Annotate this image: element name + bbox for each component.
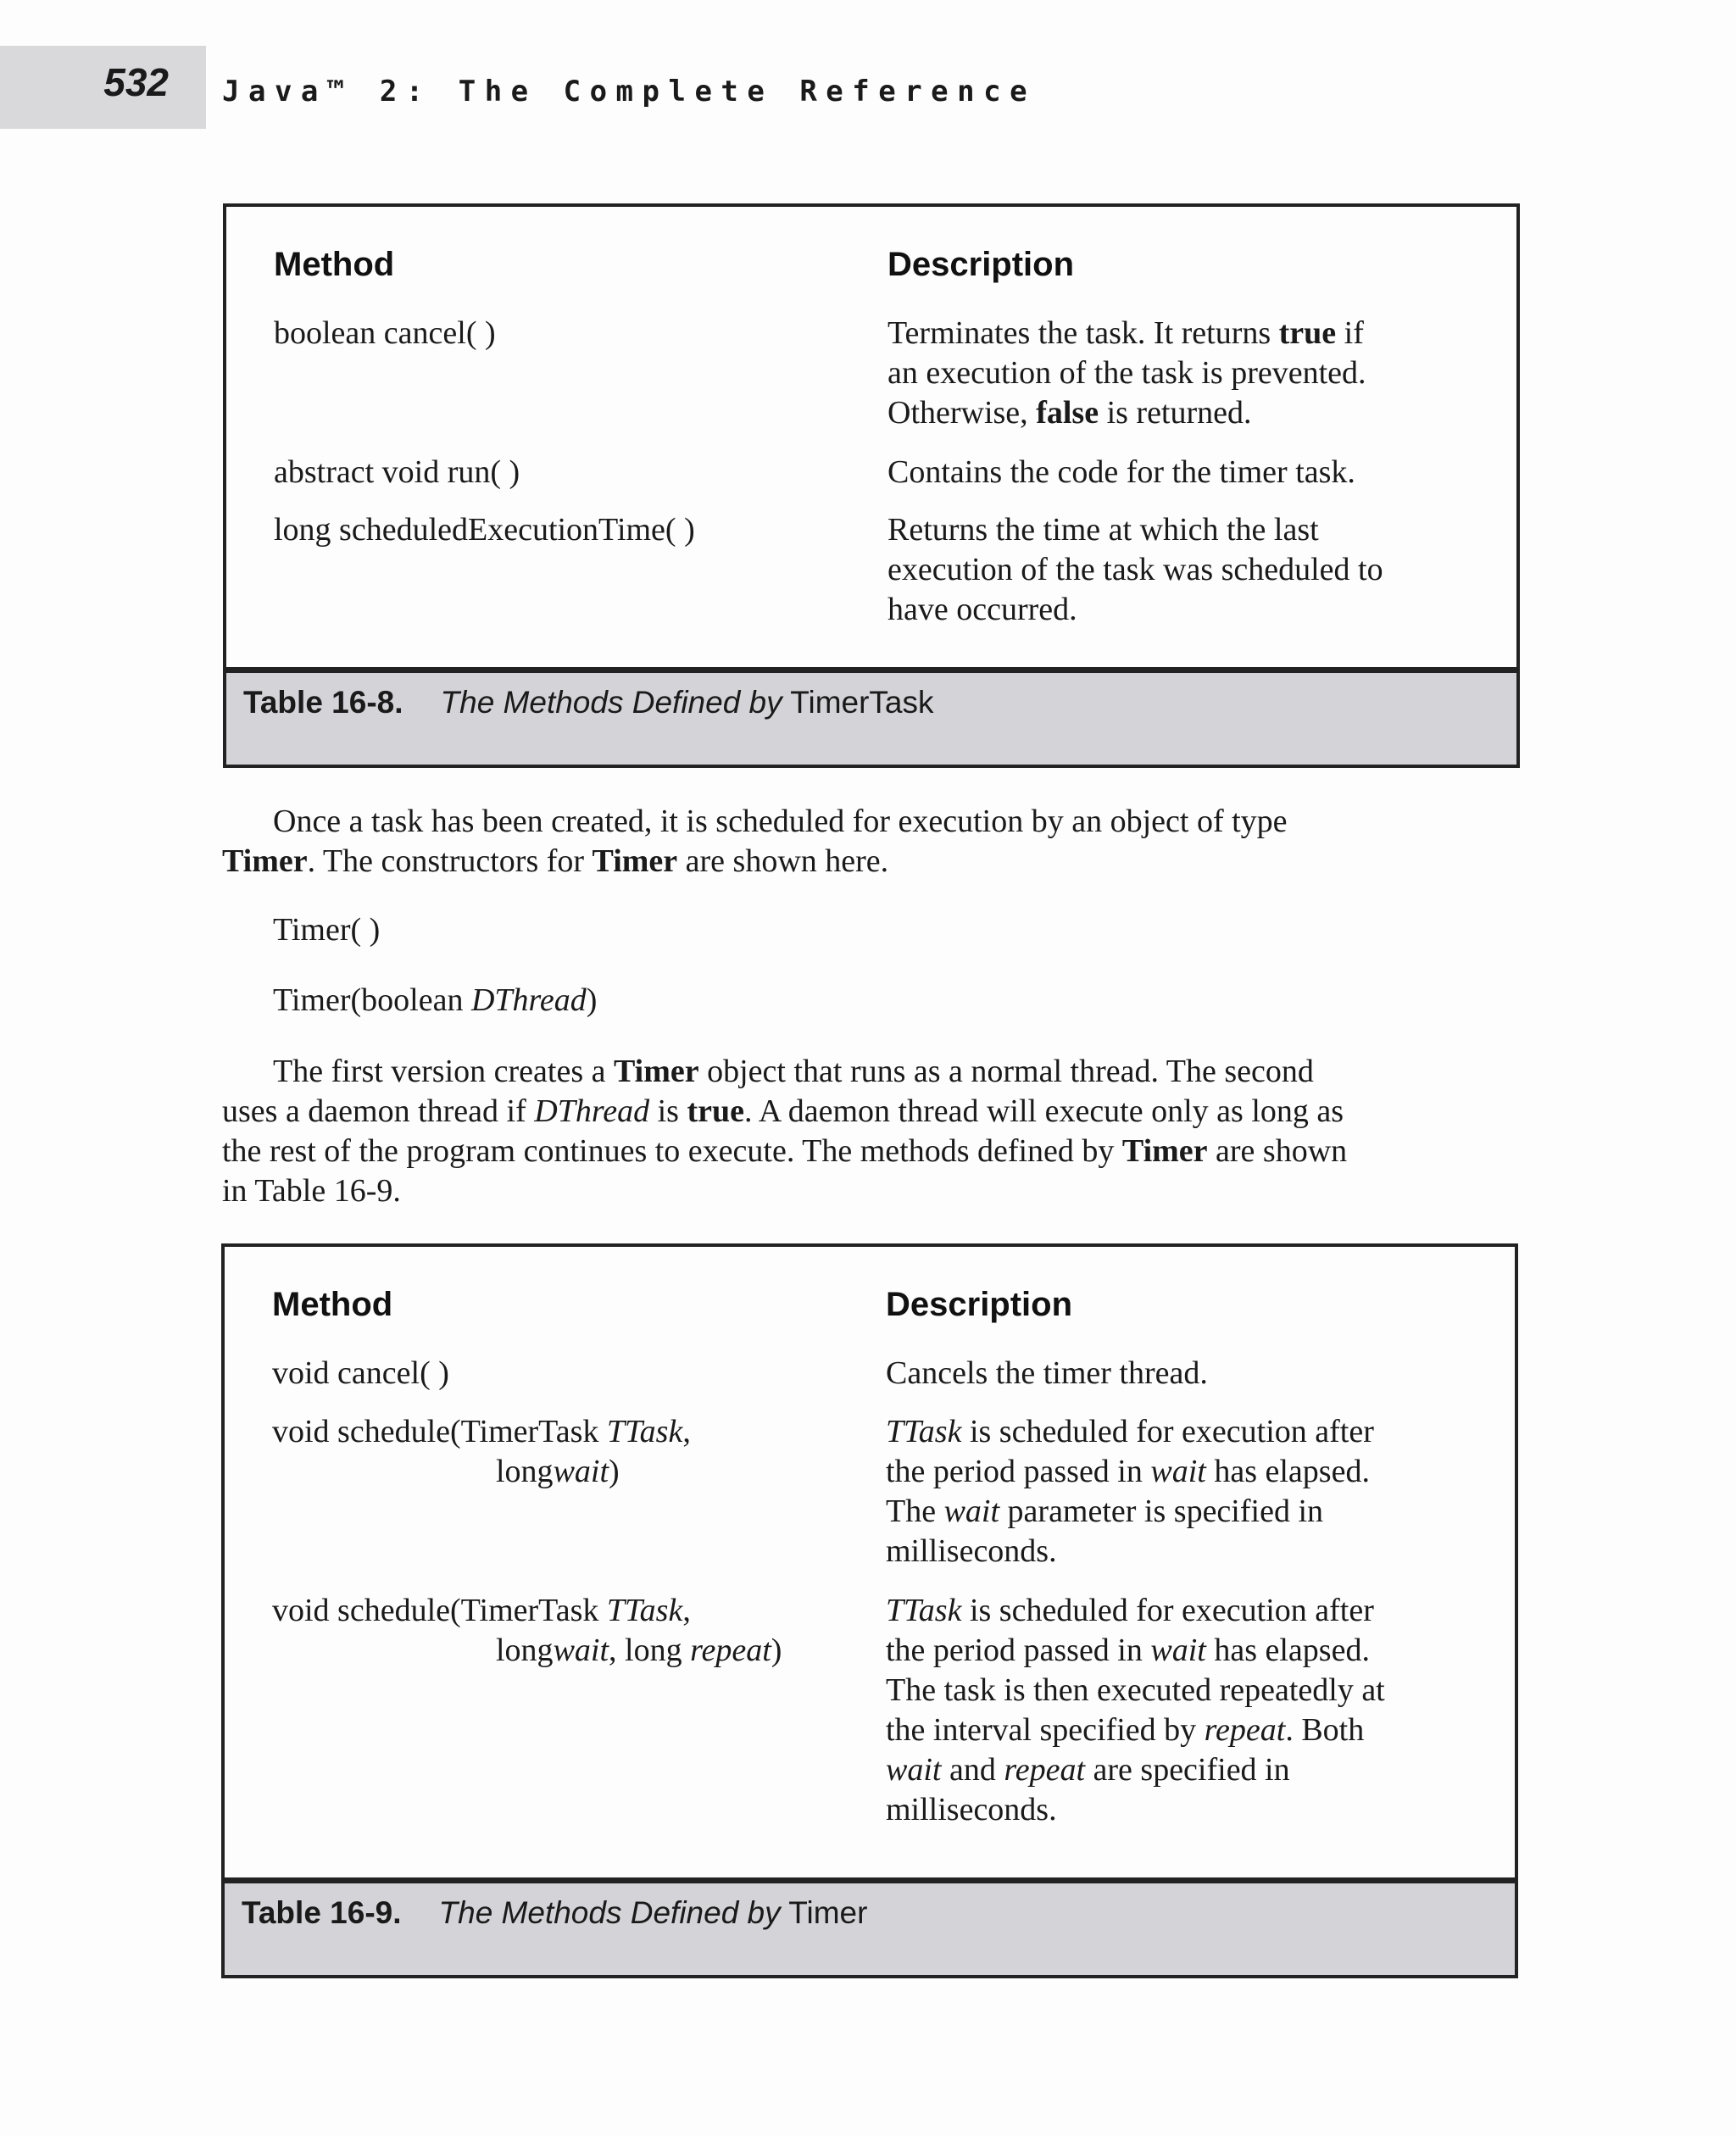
text-run: void schedule(TimerTask	[272, 1593, 607, 1628]
constructor-timer-dthread	[273, 981, 597, 1021]
italic-text: repeat	[1004, 1752, 1086, 1788]
italic-text: TTask	[886, 1414, 962, 1449]
text-run: have occurred.	[887, 592, 1077, 627]
text-run: void cancel( )	[272, 1355, 449, 1391]
table-16-9	[221, 1243, 1518, 1978]
text-run: is returned.	[1099, 395, 1252, 431]
text-line	[272, 1412, 691, 1452]
text-line	[886, 1412, 1374, 1452]
text-run: boolean cancel( )	[274, 315, 496, 351]
text-line	[222, 1092, 1347, 1132]
italic-text: wait	[553, 1454, 609, 1489]
table-row-description	[887, 510, 1383, 630]
text-run: is	[649, 1093, 687, 1129]
text-line	[887, 393, 1366, 433]
text-run: . Both	[1285, 1712, 1365, 1748]
text-line	[886, 1354, 1208, 1393]
text-run: execution of the task was scheduled to	[887, 552, 1383, 587]
text-line	[887, 510, 1383, 550]
text-run: the rest of the program continues to execute. The methods defined by	[222, 1133, 1122, 1169]
paragraph-1	[222, 802, 1288, 882]
table-16-8	[223, 203, 1520, 768]
table-row-description	[886, 1591, 1385, 1830]
bold-text: Timer	[1121, 1133, 1208, 1169]
table-row-description	[886, 1412, 1374, 1571]
table-row-method	[272, 1354, 449, 1393]
table-caption-title: The Methods Defined by	[440, 685, 782, 720]
table-row-method	[272, 1591, 782, 1671]
text-run: parameter is specified in	[999, 1494, 1323, 1529]
text-line	[886, 1492, 1374, 1532]
text-line	[887, 453, 1355, 492]
text-line	[887, 353, 1366, 393]
text-line	[272, 1452, 691, 1492]
text-line	[886, 1532, 1374, 1571]
running-head: Java™ 2: The Complete Reference	[222, 75, 1037, 108]
text-run: uses a daemon thread if	[222, 1093, 535, 1129]
text-run: is scheduled for execution after	[961, 1414, 1374, 1449]
text-line	[887, 590, 1383, 630]
text-line	[222, 1052, 1347, 1092]
italic-text: wait	[943, 1494, 1000, 1529]
text-run: long	[496, 1633, 554, 1668]
text-run: Contains the code for the timer task.	[887, 454, 1355, 490]
paragraph-2	[222, 1052, 1347, 1211]
italic-text: repeat	[690, 1633, 771, 1668]
text-run: if	[1336, 315, 1364, 351]
text-run: long	[496, 1454, 554, 1489]
text-run: the interval specified by	[886, 1712, 1205, 1748]
text-line	[886, 1452, 1374, 1492]
text-line	[274, 510, 695, 550]
text-line	[886, 1631, 1385, 1671]
text-run: the period passed in	[886, 1454, 1151, 1489]
table-caption-bar	[226, 667, 1516, 765]
italic-text: wait	[886, 1752, 942, 1788]
text-run: has elapsed.	[1205, 1454, 1370, 1489]
table-caption-bar	[225, 1877, 1515, 1975]
text-run: in Table 16-9.	[222, 1173, 401, 1209]
text-run: Returns the time at which the last	[887, 512, 1319, 548]
italic-text: TTask	[606, 1593, 683, 1628]
table-row-method	[272, 1412, 691, 1492]
text-run: long scheduledExecutionTime( )	[274, 512, 695, 548]
table-caption-title: The Methods Defined by	[438, 1895, 781, 1930]
text-line	[273, 981, 597, 1021]
text-line	[222, 842, 1288, 882]
text-run: )	[609, 1454, 620, 1489]
table-row-method	[274, 510, 695, 550]
text-run: Cancels the timer thread.	[886, 1355, 1208, 1391]
table-row-method	[274, 314, 496, 353]
table-caption-number: Table 16-8.	[243, 685, 403, 720]
text-run: Terminates the task. It returns	[887, 315, 1279, 351]
table-row-method	[274, 453, 520, 492]
text-line	[272, 1591, 782, 1631]
italic-text: wait	[553, 1633, 609, 1668]
table-caption	[242, 1895, 867, 1931]
text-run: are shown here.	[677, 843, 889, 879]
text-run: , long	[609, 1633, 691, 1668]
text-run: are specified in	[1085, 1752, 1290, 1788]
text-line	[274, 453, 520, 492]
text-run: ,	[682, 1593, 691, 1628]
bold-text: Timer	[222, 843, 308, 879]
bold-text: true	[687, 1093, 744, 1129]
text-run: object that runs as a normal thread. The second	[698, 1054, 1314, 1089]
text-line	[886, 1591, 1385, 1631]
table-row-description	[887, 453, 1355, 492]
text-run: Once a task has been created, it is scheduled for execution by an object of type	[273, 804, 1288, 839]
description-column-header: Description	[887, 246, 1075, 283]
text-line	[222, 802, 1288, 842]
italic-text: TTask	[606, 1414, 683, 1449]
text-run: Otherwise,	[887, 395, 1037, 431]
page-number: 532	[103, 60, 169, 104]
text-line	[886, 1750, 1385, 1790]
text-run: is scheduled for execution after	[961, 1593, 1374, 1628]
method-column-header: Method	[272, 1286, 393, 1323]
bold-text: true	[1278, 315, 1337, 351]
text-run: Timer(boolean	[273, 982, 471, 1018]
text-line	[272, 1631, 782, 1671]
text-run: Timer( )	[273, 912, 381, 948]
text-run: the period passed in	[886, 1633, 1151, 1668]
table-row-description	[886, 1354, 1208, 1393]
text-run: . A daemon thread will execute only as long as	[743, 1093, 1344, 1129]
italic-text: wait	[1150, 1454, 1206, 1489]
text-run: has elapsed.	[1205, 1633, 1370, 1668]
bold-text: false	[1036, 395, 1099, 431]
italic-text: DThread	[534, 1093, 650, 1129]
italic-text: TTask	[886, 1593, 962, 1628]
text-run: )	[771, 1633, 782, 1668]
bold-text: Timer	[614, 1054, 699, 1089]
text-line	[887, 550, 1383, 590]
table-caption-number: Table 16-9.	[242, 1895, 402, 1930]
text-run: an execution of the task is prevented.	[887, 355, 1366, 391]
text-run: . The constructors for	[307, 843, 593, 879]
text-run: The task is then executed repeatedly at	[886, 1672, 1385, 1708]
text-run: milliseconds.	[886, 1533, 1057, 1569]
text-line	[886, 1790, 1385, 1830]
italic-text: wait	[1150, 1633, 1206, 1668]
text-run: abstract void run( )	[274, 454, 520, 490]
text-run: and	[941, 1752, 1004, 1788]
italic-text: DThread	[470, 982, 587, 1018]
text-run: milliseconds.	[886, 1792, 1057, 1827]
bold-text: Timer	[592, 843, 678, 879]
text-line	[886, 1671, 1385, 1710]
text-run: )	[586, 982, 598, 1018]
text-line	[273, 910, 380, 950]
page-number-box	[0, 46, 206, 129]
constructor-timer	[273, 910, 380, 950]
table-caption-class: Timer	[788, 1895, 868, 1930]
text-line	[887, 314, 1366, 353]
page-header	[0, 46, 1736, 129]
text-run: The	[886, 1494, 944, 1529]
text-line	[274, 314, 496, 353]
text-line	[272, 1354, 449, 1393]
text-run: ,	[682, 1414, 691, 1449]
text-line	[222, 1171, 1347, 1211]
table-caption-class: TimerTask	[790, 685, 934, 720]
text-line	[886, 1710, 1385, 1750]
table-row-description	[887, 314, 1366, 433]
italic-text: repeat	[1204, 1712, 1286, 1748]
text-line	[222, 1132, 1347, 1171]
table-caption	[243, 685, 934, 720]
description-column-header: Description	[886, 1286, 1073, 1323]
text-run: void schedule(TimerTask	[272, 1414, 607, 1449]
text-run: The first version creates a	[273, 1054, 614, 1089]
method-column-header: Method	[274, 246, 395, 283]
text-run: are shown	[1207, 1133, 1348, 1169]
